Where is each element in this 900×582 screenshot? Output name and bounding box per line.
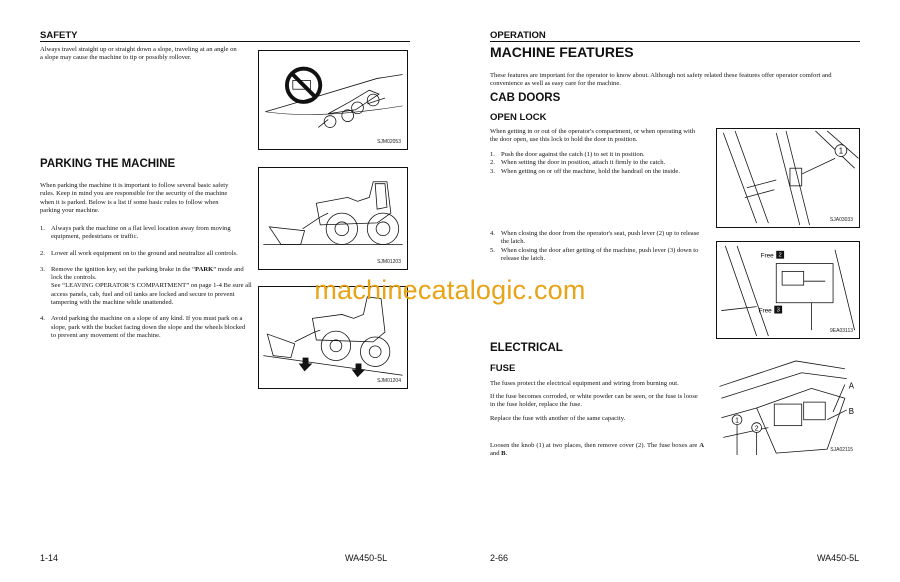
figure-door-catch: [716, 128, 860, 228]
figure-code: SJM01204: [377, 378, 401, 384]
watermark: machinecatalogic.com: [314, 275, 586, 305]
fuse-text-4: Loosen the knob (1) at two places, then remove cover (2). The fuse boxes are A and B.: [490, 442, 704, 458]
machine-features-intro: These features are important for the operator to know about. Although not safety related these features offer operator comfort and convenience as well as easy care for the machine.: [490, 72, 832, 88]
free-label-lower: Free: [758, 307, 772, 315]
parking-intro-text: When parking the machine it is important to follow several basic safety rules. Keep in mind you are responsible for the security of the machine when it is parked. Below is a list if some basic rules to follow when parking your machine.: [40, 182, 229, 214]
parked-loader-illustration: [259, 168, 407, 269]
footer-page-number: 2-66: [490, 553, 509, 563]
cover-label: 2: [754, 425, 759, 433]
fuse-box-a-label: A: [699, 442, 704, 449]
door-close-steps: [490, 230, 704, 263]
fuse-box-illustration: [717, 359, 859, 457]
fuse-text-1: The fuses protect the electrical equipment and wiring from burning out.: [490, 380, 679, 387]
figure-code: SJM02053: [377, 139, 401, 145]
free-label-upper: Free: [760, 252, 774, 260]
door-catch-illustration: [717, 129, 859, 227]
lever-2-label: 2: [778, 252, 782, 259]
list-item: 1. Push the door against the catch (1) to set it in position.: [490, 151, 645, 158]
park-mode-label: PARK: [195, 265, 214, 273]
heading-fuse: FUSE: [490, 363, 516, 374]
figure-fuse-box: [716, 358, 860, 458]
list-item: 3. Remove the ignition key, set the parking brake in the “PARK” mode and lock the controls. See “LEAVING OPERATOR’S COMPARTMENT” on page 1-4 Be sure all access panels, cab, fuel and oil tanks are locked and secure to prevent tampering with the machine while unattended.: [40, 265, 252, 307]
fuse-box-b-label: B: [501, 450, 506, 458]
fuse-text-3: Replace the fuse with another of the same capacity.: [490, 415, 626, 422]
fuse-box-b-marker: B: [848, 406, 854, 416]
figure-slope-prohibition: [258, 50, 408, 150]
list-item: 3. When getting on or off the machine, hold the handrail on the inside.: [490, 167, 680, 175]
footer-model: WA450-5L: [345, 553, 388, 563]
lever-3-label: 3: [776, 307, 780, 314]
heading-parking-the-machine: PARKING THE MACHINE: [40, 158, 176, 170]
open-lock-steps: [490, 151, 708, 176]
list-item: 4. When closing the door from the operator's seat, push lever (2) up to release the latch.: [490, 230, 700, 246]
footer-page-number: 1-14: [40, 553, 59, 563]
list-item: 5. When closing the door after getting of the machine, push lever (3) down to release the latch.: [490, 246, 699, 262]
section-header-safety: SAFETY: [40, 30, 78, 41]
slope-warning-text: Always travel straight up or straight down a slope, traveling at an angle on a slope may cause the machine to tip or possibly rollover.: [40, 46, 237, 62]
figure-code: 9EA03113: [830, 328, 853, 334]
figure-code: SJM01203: [377, 259, 401, 265]
list-item: 1. Always park the machine on a flat level location away from moving equipment, pedestrians or traffic.: [40, 225, 231, 241]
section-header-operation: OPERATION: [490, 30, 546, 41]
catch-label: 1: [838, 146, 844, 156]
header-rule: [40, 41, 410, 42]
fuse-box-a-marker: A: [848, 381, 854, 391]
figure-code: SJA03033: [829, 217, 853, 223]
figure-code: SJA02115: [830, 447, 853, 453]
list-item: 2. When setting the door in position, attach it firmly to the catch.: [490, 159, 666, 167]
knob-label: 1: [735, 417, 739, 425]
fuse-text-2: If the fuse becomes corroded, or white powder can be seen, or the fuse is loose in the fuse holder, replace the fuse.: [490, 393, 698, 409]
open-lock-text: When getting in or out of the operator's compartment, or when operating with the door open, use this lock to hold the door in position.: [490, 128, 695, 144]
heading-cab-doors: CAB DOORS: [490, 92, 561, 104]
header-rule: [490, 41, 860, 42]
heading-electrical: ELECTRICAL: [490, 342, 563, 354]
figure-parked-loader: [258, 167, 408, 270]
footer-model: WA450-5L: [817, 553, 860, 563]
list-item: 4. Avoid parking the machine on a slope of any kind. If you must park on a slope, park with the bucket facing down the slope and the wheels blocked to prevent any movement of the machine.: [40, 315, 246, 339]
heading-open-lock: OPEN LOCK: [490, 112, 547, 123]
list-item: 2. Lower all work equipment on to the ground and neutralize all controls.: [40, 249, 238, 257]
slope-prohibition-illustration: [259, 51, 407, 149]
heading-machine-features: MACHINE FEATURES: [490, 44, 634, 60]
